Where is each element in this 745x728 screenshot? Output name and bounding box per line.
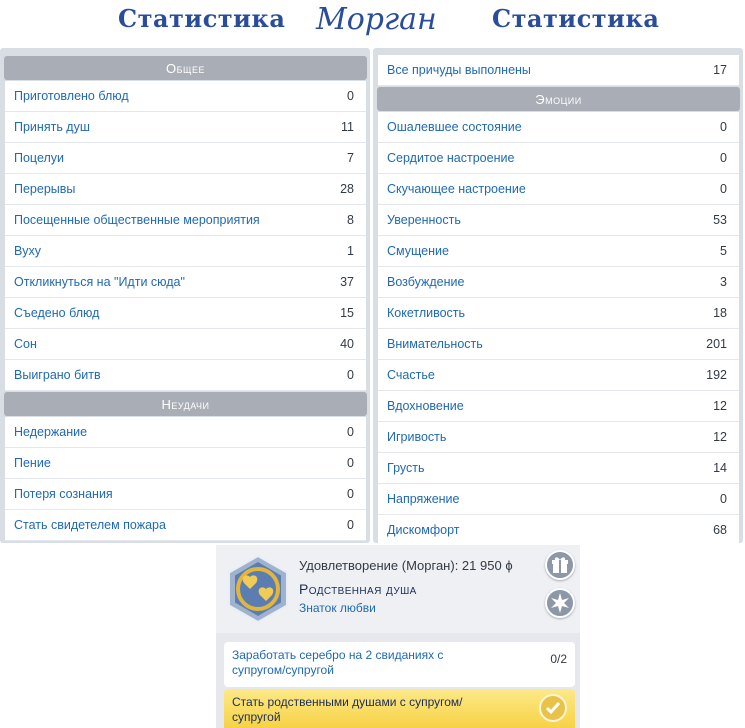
stat-row [378, 55, 739, 86]
stat-row [5, 267, 366, 298]
stat-label: Смущение [387, 244, 449, 258]
stat-value: 3 [720, 275, 727, 289]
stat-value: 0 [347, 89, 354, 103]
stat-value: 0 [720, 182, 727, 196]
stat-value: 8 [347, 213, 354, 227]
stat-value: 18 [713, 306, 727, 320]
stat-value: 0 [720, 120, 727, 134]
section-header-failures: Неудачи [4, 392, 367, 416]
stat-label: Уверенность [387, 213, 461, 227]
stat-row [5, 510, 366, 541]
stat-row [378, 391, 739, 422]
stat-label: Приготовлено блюд [14, 89, 129, 103]
aspiration-title: Родственная душа [299, 581, 417, 597]
stat-label: Грусть [387, 461, 425, 475]
stat-row [378, 205, 739, 236]
stat-value: 0 [347, 487, 354, 501]
satisfaction-icon: ϕ [505, 558, 513, 573]
stat-row [378, 422, 739, 453]
stat-value: 0 [347, 425, 354, 439]
stat-row [5, 205, 366, 236]
section-header-emotions: Эмоции [377, 87, 740, 111]
stat-label: Выиграно битв [14, 368, 101, 382]
stat-row [378, 453, 739, 484]
stat-label: Потеря сознания [14, 487, 113, 501]
stat-label: Игривость [387, 430, 447, 444]
stat-value: 17 [713, 63, 727, 77]
stat-label: Возбуждение [387, 275, 465, 289]
stat-row [5, 143, 366, 174]
stat-row [5, 298, 366, 329]
stat-label: Откликнуться на "Идти сюда" [14, 275, 185, 289]
right-stats-panel[interactable] [373, 48, 743, 543]
stat-label: Поцелуи [14, 151, 65, 165]
stats-title-right: Статистика [492, 4, 660, 33]
stat-label: Все причуды выполнены [387, 63, 531, 77]
failures-stats-list [5, 417, 366, 541]
stat-value: 0 [347, 456, 354, 470]
stat-row [378, 143, 739, 174]
stat-row [5, 360, 366, 391]
aspiration-card [216, 545, 580, 728]
stat-row [5, 448, 366, 479]
stat-value: 12 [713, 430, 727, 444]
stat-row [5, 112, 366, 143]
stat-label: Скучающее настроение [387, 182, 526, 196]
stat-value: 0 [347, 368, 354, 382]
stat-label: Недержание [14, 425, 88, 439]
stat-label: Вуху [14, 244, 41, 258]
sim-name-title: Морган [316, 2, 437, 37]
top-stats-list [378, 55, 739, 86]
stat-label: Вдохновение [387, 399, 464, 413]
stat-row [378, 515, 739, 543]
stat-value: 7 [347, 151, 354, 165]
aspiration-subtitle: Знаток любви [299, 601, 376, 615]
task-text: Заработать серебро на 2 свиданиях с супругом/супругой [232, 648, 444, 677]
stat-value: 11 [341, 120, 354, 134]
stat-label: Сердитое настроение [387, 151, 515, 165]
stat-value: 37 [340, 275, 354, 289]
stat-value: 0 [720, 151, 727, 165]
task-progress: 0/2 [550, 652, 567, 666]
aspiration-task-1[interactable] [224, 642, 575, 687]
stat-value: 68 [713, 523, 727, 537]
stat-label: Ошалевшее состояние [387, 120, 522, 134]
stat-value: 53 [713, 213, 727, 227]
rewards-button[interactable] [545, 550, 575, 580]
emotions-stats-list [378, 112, 739, 543]
stat-row [378, 236, 739, 267]
stat-row [378, 267, 739, 298]
stat-label: Перерывы [14, 182, 76, 196]
stat-row [5, 236, 366, 267]
stat-label: Напряжение [387, 492, 460, 506]
stat-label: Счастье [387, 368, 435, 382]
stat-value: 192 [706, 368, 727, 382]
stats-title-left: Статистика [118, 4, 286, 33]
left-stats-panel [0, 48, 370, 543]
gift-icon [547, 552, 573, 578]
stat-row [378, 484, 739, 515]
stat-row [378, 329, 739, 360]
aspiration-header [216, 545, 580, 633]
stat-row [5, 81, 366, 112]
stat-row [378, 174, 739, 205]
aspiration-task-2[interactable] [224, 689, 575, 728]
stat-value: 40 [340, 337, 354, 351]
stat-label: Посещенные общественные мероприятия [14, 213, 260, 227]
stat-value: 28 [340, 182, 354, 196]
task-text: Стать родственными душами с супругом/супругой [232, 695, 463, 724]
stat-label: Пение [14, 456, 51, 470]
general-stats-list [5, 81, 366, 391]
starburst-icon [547, 590, 573, 616]
stat-value: 201 [706, 337, 727, 351]
stat-row [5, 417, 366, 448]
stat-value: 0 [720, 492, 727, 506]
stat-value: 12 [713, 399, 727, 413]
stat-label: Принять душ [14, 120, 90, 134]
stat-label: Съедено блюд [14, 306, 100, 320]
stat-value: 0 [347, 518, 354, 532]
stat-row [5, 329, 366, 360]
stat-value: 5 [720, 244, 727, 258]
section-header-general: Общее [4, 56, 367, 80]
stat-row [5, 174, 366, 205]
stat-row [378, 112, 739, 143]
satisfaction-label: Удовлетворение (Морган): 21 950 ϕ [299, 558, 513, 573]
stat-row [5, 479, 366, 510]
stat-row [378, 360, 739, 391]
stat-label: Дискомфорт [387, 523, 460, 537]
stat-label: Стать свидетелем пожара [14, 518, 166, 532]
stat-label: Внимательность [387, 337, 483, 351]
checkmark-icon [539, 694, 567, 722]
change-aspiration-button[interactable] [545, 588, 575, 618]
stat-row [378, 298, 739, 329]
stat-value: 15 [340, 306, 354, 320]
stat-label: Сон [14, 337, 37, 351]
stat-label: Кокетливость [387, 306, 466, 320]
stat-value: 1 [347, 244, 354, 258]
soulmate-badge-icon [224, 555, 292, 623]
stat-value: 14 [713, 461, 727, 475]
